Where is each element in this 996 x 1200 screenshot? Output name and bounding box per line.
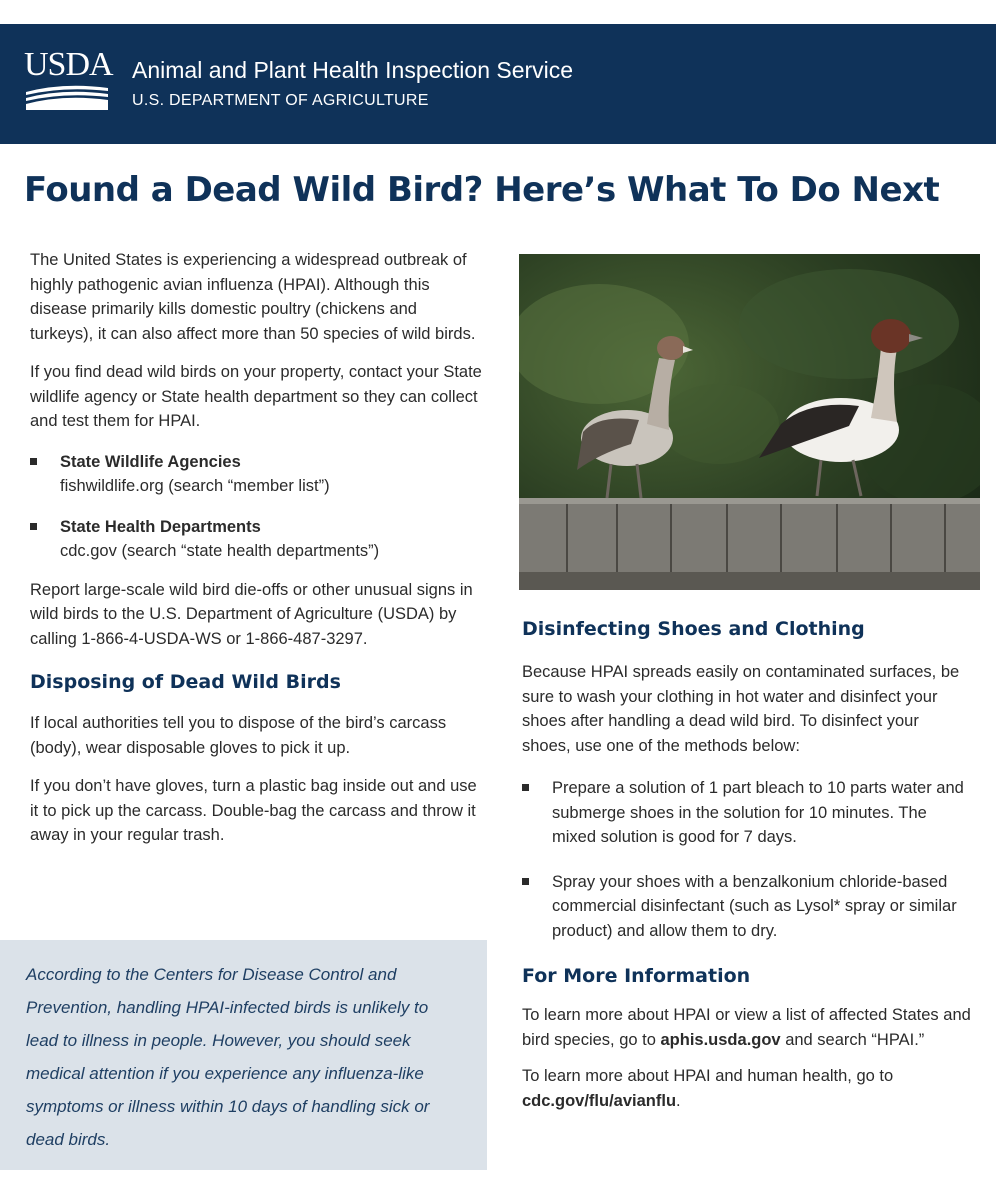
cdc-link[interactable]: cdc.gov/flu/avianflu [522, 1091, 677, 1110]
more-info-paragraph-1 [522, 1003, 972, 1052]
disposing-heading: Disposing of Dead Wild Birds [30, 671, 341, 693]
disposing-paragraph-1: If local authorities tell you to dispose of the bird’s carcass (body), wear disposable gloves to pick it up. [30, 714, 447, 757]
usda-logo-fields-icon [24, 84, 110, 112]
bullet-icon [522, 878, 529, 885]
method-item-spray [522, 870, 972, 944]
callout-text: According to the Centers for Disease Control and Prevention, handling HPAI-infected birds is unlikely to lead to illness in people. However, you should seek medical attention if you experience any influenza-like symptoms or illness within 10 days of handling sick or dead birds. [26, 965, 430, 1149]
usda-logo-text: USDA [24, 46, 113, 83]
agency-name: Animal and Plant Health Inspection Service [132, 57, 574, 83]
method-text: Spray your shoes with a benzalkonium chloride-based commercial disinfectant (such as Lysol* spray or similar product) and allow them to dry. [552, 872, 957, 940]
method-text: Prepare a solution of 1 part bleach to 10 parts water and submerge shoes in the solution for 10 minutes. The mixed solution is good for 7 days. [552, 779, 964, 846]
page-title: Found a Dead Wild Bird? Here’s What To Do Next [24, 170, 940, 210]
disposing-paragraph-2: If you don’t have gloves, turn a plastic bag inside out and use it to pick up the carcass. Double-bag the carcass and throw it away in your regular trash. [30, 777, 477, 844]
more-info-paragraph-2 [522, 1064, 972, 1113]
contact-detail[interactable]: fishwildlife.org (search “member list”) [60, 477, 330, 495]
more-info-text: . [676, 1091, 681, 1110]
header-banner [0, 24, 996, 144]
more-info-heading: For More Information [522, 965, 751, 987]
contact-item-wildlife [30, 450, 482, 499]
cdc-callout-box [0, 940, 487, 1170]
bullet-icon [30, 523, 37, 530]
contact-detail[interactable]: cdc.gov (search “state health departments”) [60, 542, 380, 560]
method-item-bleach [522, 776, 972, 850]
more-info-text: To learn more about HPAI or view a list of affected States and bird species, go to [522, 1006, 971, 1049]
department-name: U.S. DEPARTMENT OF AGRICULTURE [132, 92, 429, 109]
aphis-link[interactable]: aphis.usda.gov [660, 1030, 781, 1049]
bullet-icon [30, 458, 37, 465]
wild-ducks-photo [519, 254, 980, 590]
left-column [30, 248, 482, 848]
more-info-text: and search “HPAI.” [780, 1030, 925, 1049]
more-info-text: To learn more about HPAI and human health, go to [522, 1067, 894, 1085]
right-column [522, 614, 972, 1113]
contact-name: State Health Departments [60, 517, 261, 536]
disinfecting-paragraph: Because HPAI spreads easily on contaminated surfaces, be sure to wash your clothing in hot water and disinfect your shoes after handling a dead wild bird. To disinfect your shoes, use one of the methods below: [522, 663, 960, 755]
contact-item-health [30, 515, 482, 564]
intro-paragraph: The United States is experiencing a widespread outbreak of highly pathogenic avian influenza (HPAI). Although this disease primarily kills domestic poultry (chickens and turkeys), it can also affect more than 50 species of wild birds. [30, 251, 476, 343]
usda-logo[interactable] [24, 46, 114, 112]
contact-paragraph: If you find dead wild birds on your property, contact your State wildlife agency or State health department so they can collect and test them for HPAI. [30, 363, 482, 430]
report-paragraph: Report large-scale wild bird die-offs or other unusual signs in wild birds to the U.S. Department of Agriculture (USDA) by calling 1-866-4-USDA-WS or 1-866-487-3297. [30, 580, 473, 648]
contact-name: State Wildlife Agencies [60, 452, 241, 471]
disinfecting-heading: Disinfecting Shoes and Clothing [522, 618, 865, 640]
bullet-icon [522, 784, 529, 791]
